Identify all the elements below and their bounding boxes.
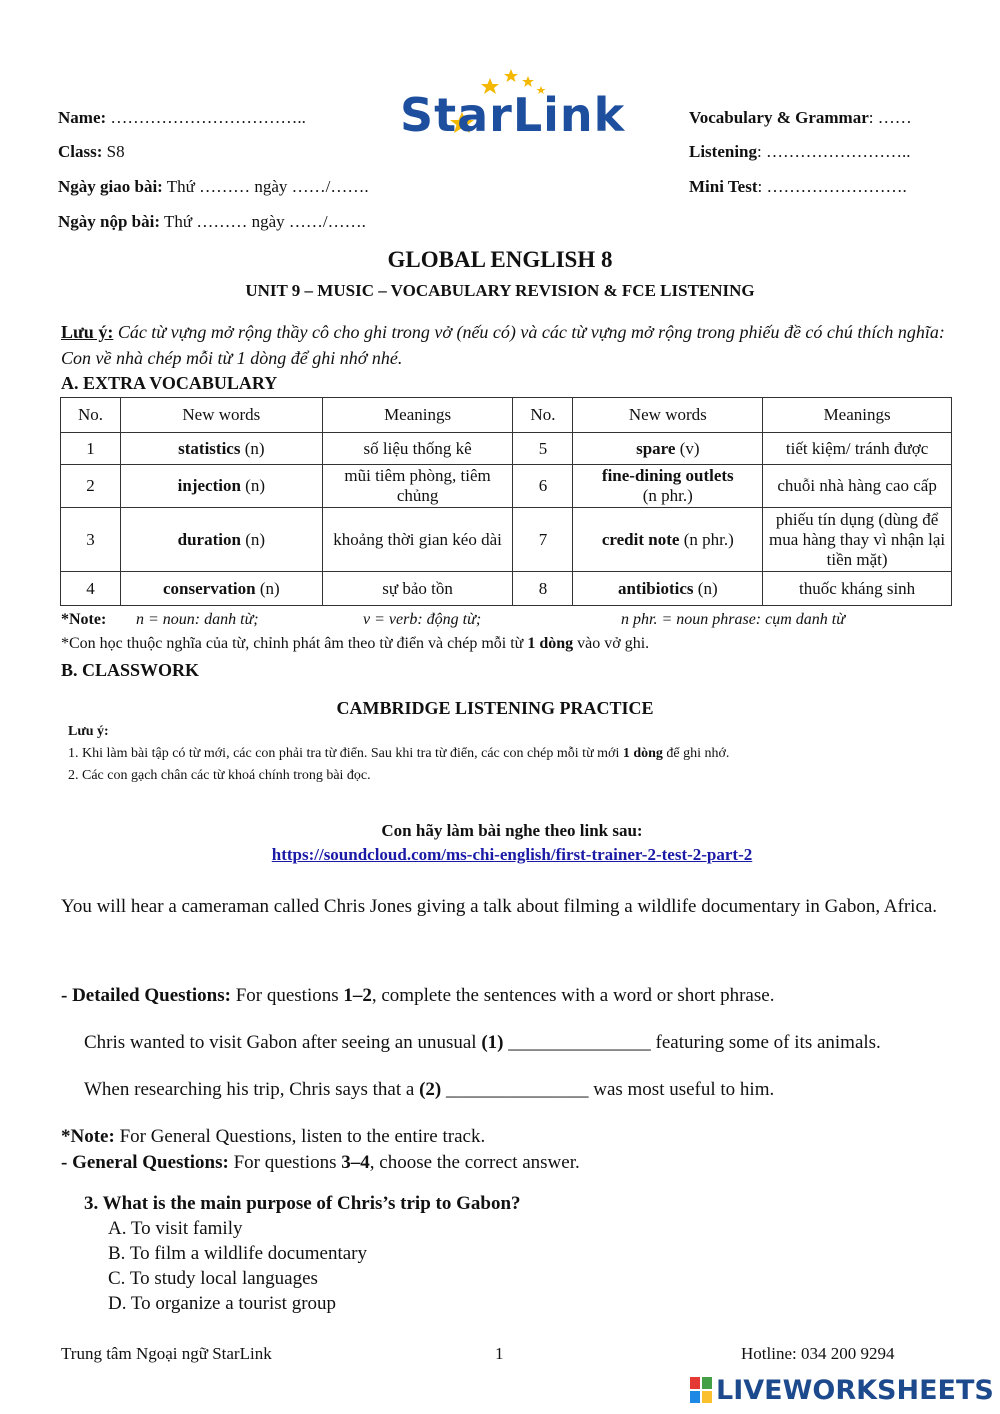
footer-hotline: Hotline: 034 200 9294 bbox=[741, 1344, 895, 1363]
cell-no: 5 bbox=[513, 433, 573, 465]
listening-score-field: Listening: …………………….. bbox=[689, 142, 911, 161]
liveworksheets-watermark bbox=[690, 1374, 994, 1406]
cell-no: 4 bbox=[61, 572, 121, 606]
assign-date-field: Ngày giao bài: Thứ ……… ngày ……/……. bbox=[58, 177, 369, 196]
question-1: Chris wanted to visit Gabon after seeing an unusual (1) _______________ featuring some of its animals. bbox=[84, 1032, 881, 1053]
table-header-row bbox=[61, 398, 952, 433]
link-intro: Con hãy làm bài nghe theo link sau: bbox=[381, 821, 643, 840]
cell-meaning: phiếu tín dụng (dùng để mua hàng thay vì nhận lại tiền mặt) bbox=[763, 508, 952, 572]
option-c[interactable]: C. To study local languages bbox=[108, 1268, 318, 1289]
question-2: When researching his trip, Chris says that a (2) _______________ was most useful to him. bbox=[84, 1079, 775, 1100]
cell-no: 1 bbox=[61, 433, 121, 465]
vocab-table bbox=[60, 397, 952, 606]
class-field: Class: S8 bbox=[58, 142, 125, 161]
section-b-heading: B. CLASSWORK bbox=[61, 660, 200, 680]
table-row bbox=[61, 433, 952, 465]
col-header: Meanings bbox=[322, 398, 513, 433]
cell-word: spare (v) bbox=[573, 433, 763, 465]
cell-no: 7 bbox=[513, 508, 573, 572]
cell-word: antibiotics (n) bbox=[573, 572, 763, 606]
option-a[interactable]: A. To visit family bbox=[108, 1218, 243, 1239]
intro-text: You will hear a cameraman called Chris Jones giving a talk about filming a wildlife documentary in Gabon, Africa. bbox=[61, 896, 938, 917]
watermark-text: LIVEWORKSHEETS bbox=[716, 1374, 994, 1406]
submit-date-field: Ngày nộp bài: Thứ ……… ngày ……/……. bbox=[58, 212, 366, 231]
cell-meaning: tiết kiệm/ tránh được bbox=[763, 433, 952, 465]
vocab-score-field: Vocabulary & Grammar: …… bbox=[689, 108, 912, 127]
cell-word: fine-dining outlets (n phr.) bbox=[573, 465, 763, 508]
cell-meaning: sự bảo tồn bbox=[322, 572, 513, 606]
table-row bbox=[61, 508, 952, 572]
cell-word: statistics (n) bbox=[120, 433, 322, 465]
cell-no: 2 bbox=[61, 465, 121, 508]
footer-center-name: Trung tâm Ngoại ngữ StarLink bbox=[61, 1344, 272, 1363]
logo-text: StarLink bbox=[400, 88, 626, 142]
liveworksheets-logo-icon bbox=[690, 1377, 712, 1403]
cell-meaning: số liệu thống kê bbox=[322, 433, 513, 465]
cell-meaning: thuốc kháng sinh bbox=[763, 572, 952, 606]
col-header: No. bbox=[61, 398, 121, 433]
cell-meaning: chuỗi nhà hàng cao cấp bbox=[763, 465, 952, 508]
page-subtitle: UNIT 9 – MUSIC – VOCABULARY REVISION & FCE LISTENING bbox=[245, 281, 755, 300]
abbrev-note: *Note: bbox=[61, 611, 107, 628]
page-title: GLOBAL ENGLISH 8 bbox=[387, 247, 613, 272]
col-header: New words bbox=[573, 398, 763, 433]
soundcloud-link-row bbox=[0, 845, 1000, 865]
cell-word: conservation (n) bbox=[120, 572, 322, 606]
table-row bbox=[61, 465, 952, 508]
abbrev-noun-phrase: n phr. = noun phrase: cụm danh từ bbox=[621, 611, 845, 628]
cell-meaning: khoảng thời gian kéo dài bbox=[322, 508, 513, 572]
question-3: 3. What is the main purpose of Chris’s trip to Gabon? bbox=[84, 1193, 521, 1214]
cell-no: 6 bbox=[513, 465, 573, 508]
practice-title: CAMBRIDGE LISTENING PRACTICE bbox=[336, 698, 654, 718]
section-a-heading: A. EXTRA VOCABULARY bbox=[61, 373, 278, 393]
vocab-note: Lưu ý: Các từ vựng mở rộng thầy cô cho ghi trong vở (nếu có) và các từ vựng mở rộng trong phiếu đề có chú thích nghĩa: Con về nhà chép mỗi từ 1 dòng để ghi nhớ nhé. bbox=[61, 322, 945, 368]
general-questions-instruction: - General Questions: For questions 3–4, choose the correct answer. bbox=[61, 1152, 580, 1173]
cell-no: 3 bbox=[61, 508, 121, 572]
cell-meaning: mũi tiêm phòng, tiêm chủng bbox=[322, 465, 513, 508]
option-b[interactable]: B. To film a wildlife documentary bbox=[108, 1243, 367, 1264]
luu-y-label: Lưu ý: bbox=[68, 724, 109, 739]
learn-note: *Con học thuộc nghĩa của từ, chỉnh phát âm theo từ điển và chép mỗi từ 1 dòng vào vở ghi. bbox=[61, 635, 650, 652]
col-header: No. bbox=[513, 398, 573, 433]
name-field: Name: …………………………….. bbox=[58, 108, 306, 127]
abbrev-noun: n = noun: danh từ; bbox=[136, 611, 259, 628]
cell-word: duration (n) bbox=[120, 508, 322, 572]
starlink-logo bbox=[398, 66, 630, 142]
mini-test-score-field: Mini Test: ……………………. bbox=[689, 177, 907, 196]
page-number: 1 bbox=[495, 1344, 504, 1363]
cell-no: 8 bbox=[513, 572, 573, 606]
abbrev-verb: v = verb: động từ; bbox=[363, 611, 482, 628]
cell-word: injection (n) bbox=[120, 465, 322, 508]
col-header: Meanings bbox=[763, 398, 952, 433]
general-note: *Note: For General Questions, listen to the entire track. bbox=[61, 1126, 486, 1147]
luu-y-item-1: 1. Khi làm bài tập có từ mới, các con phải tra từ điển. Sau khi tra từ điển, các con chép mỗi từ mới 1 dòng để ghi nhớ. bbox=[68, 746, 730, 761]
option-d[interactable]: D. To organize a tourist group bbox=[108, 1293, 337, 1314]
detailed-questions-instruction: - Detailed Questions: For questions 1–2, complete the sentences with a word or short phrase. bbox=[61, 985, 775, 1006]
soundcloud-link[interactable]: https://soundcloud.com/ms-chi-english/first-trainer-2-test-2-part-2 bbox=[271, 845, 753, 864]
table-row bbox=[61, 572, 952, 606]
luu-y-item-2: 2. Các con gạch chân các từ khoá chính trong bài đọc. bbox=[68, 768, 371, 783]
col-header: New words bbox=[120, 398, 322, 433]
cell-word: credit note (n phr.) bbox=[573, 508, 763, 572]
